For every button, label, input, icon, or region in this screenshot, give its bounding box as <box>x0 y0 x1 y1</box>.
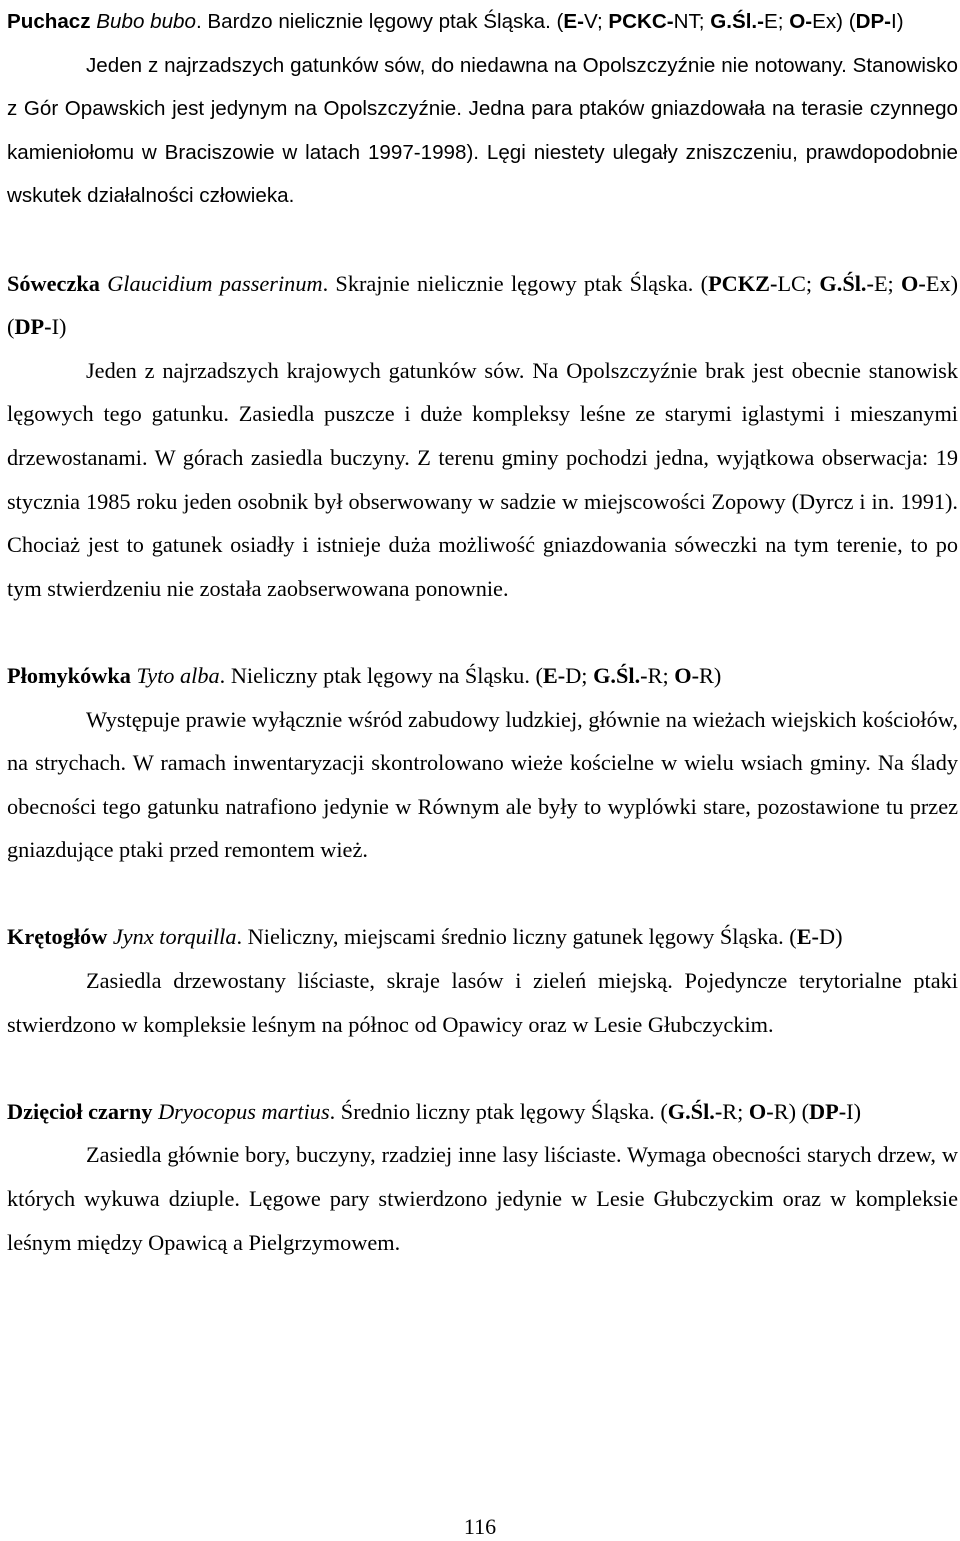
status-code: E- <box>563 10 584 33</box>
species-status: . Skrajnie nielicznie lęgowy ptak Śląska. ( <box>322 270 709 296</box>
species-name: Płomykówka <box>7 662 131 688</box>
status-code: G.Śl.- <box>667 1098 723 1124</box>
status-code: DP- <box>809 1098 847 1124</box>
species-status: . Średnio liczny ptak lęgowy Śląska. ( <box>329 1098 668 1124</box>
status-code-value: R; <box>647 662 675 688</box>
status-code: O- <box>901 270 926 296</box>
species-entry-plomykowka <box>7 654 958 872</box>
species-status: . Nieliczny ptak lęgowy na Śląsku. ( <box>219 662 543 688</box>
status-code: E- <box>542 662 566 688</box>
section-gap <box>7 610 958 654</box>
species-heading <box>7 0 958 44</box>
page-number: 116 <box>463 1514 497 1539</box>
species-latin-name: Bubo bubo <box>96 10 196 33</box>
status-code: O- <box>748 1098 774 1124</box>
status-code-value: LC; <box>777 270 820 296</box>
species-entry-soweczka <box>7 262 958 611</box>
status-code-value: I) <box>846 1098 862 1124</box>
species-name: Puchacz <box>7 10 91 33</box>
status-code-value: I) <box>891 10 904 33</box>
species-description: Zasiedla drzewostany liściaste, skraje lasów i zieleń miejską. Pojedyncze terytorialne ptaki stwierdzono w kompleksie leśnym na północ od Opawicy oraz w Lesie Głubczyckim. <box>7 968 958 1037</box>
species-latin-name: Tyto alba <box>136 662 220 688</box>
status-code: G.Śl.- <box>819 270 874 296</box>
status-code: DP- <box>855 10 892 33</box>
status-code-value: D; <box>565 662 594 688</box>
status-code-value: V; <box>583 10 609 33</box>
species-latin-name: Glaucidium passerinum <box>107 270 323 296</box>
status-code: O- <box>674 662 700 688</box>
status-code: PCKC- <box>608 10 674 33</box>
species-heading <box>7 262 958 349</box>
section-gap <box>7 1046 958 1090</box>
species-description: Występuje prawie wyłącznie wśród zabudowy ludzkiej, głównie na wieżach wiejskich kościołów, na strychach. W ramach inwentaryzacji skontrolowano wieże kościelne w wielu wsiach gminy. Na ślady obecności tego gatunku natrafiono jedynie w Równym ale były to wyplówki stare, pozostawione tu przez gniazdujące ptaki przed remontem wież. <box>7 706 958 863</box>
status-code: G.Śl.- <box>593 662 648 688</box>
document-page <box>7 0 958 1264</box>
status-code-value: NT; <box>673 10 711 33</box>
species-heading <box>7 1090 958 1134</box>
status-code-value: Ex) ( <box>812 10 856 33</box>
status-code-value: E; <box>764 10 790 33</box>
species-latin-name: Dryocopus martius <box>158 1098 330 1124</box>
status-code: G.Śl.- <box>710 10 765 33</box>
species-description: Jeden z najrzadszych krajowych gatunków sów. Na Opolszczyźnie brak jest obecnie stanowisk lęgowych tego gatunku. Zasiedla puszcze i duże kompleksy leśne ze starymi iglastymi i mieszanymi drzewostanami. W górach zasiedla buczyny. Z terenu gminy pochodzi jedna, wyjątkowa obserwacja: 19 stycznia 1985 roku jeden osobnik był obserwowany w sadzie w miejscowości Zopowy (Dyrcz i in. 1991). Chociaż jest to gatunek osiadły i istnieje duża możliwość gniazdowania sóweczki na tym terenie, to po tym stwierdzeniu nie została zaobserwowana ponownie. <box>7 357 958 601</box>
section-gap <box>7 872 958 916</box>
species-heading <box>7 654 958 698</box>
status-code: PCKZ- <box>708 270 778 296</box>
species-status: . Bardzo nielicznie lęgowy ptak Śląska. ( <box>195 10 564 33</box>
status-code-value: R) ( <box>773 1098 809 1124</box>
section-gap <box>7 218 958 262</box>
status-code-value: I) <box>51 314 67 340</box>
species-description: Jeden z najrzadszych gatunków sów, do niedawna na Opolszczyźnie nie notowany. Stanowisko z Gór Opawskich jest jedynym na Opolszczyźnie. Jedna para ptaków gniazdowała na terasie czynnego kamieniołomu w Braciszowie w latach 1997-1998). Lęgi niestety ulegały zniszczeniu, prawdopodobnie wskutek działalności człowieka. <box>7 53 958 208</box>
status-code: O- <box>789 10 813 33</box>
species-status: . Nieliczny, miejscami średnio liczny gatunek lęgowy Śląska. ( <box>236 924 797 950</box>
species-name: Dzięcioł czarny <box>7 1098 153 1124</box>
status-code-value: R) <box>699 662 722 688</box>
status-code-value: Ex) ( <box>7 270 959 340</box>
species-name: Krętogłów <box>7 924 108 950</box>
species-entry-kretoglow <box>7 915 958 1046</box>
status-code-value: E; <box>873 270 902 296</box>
status-code-value: D) <box>818 924 843 950</box>
species-name: Sóweczka <box>7 270 100 296</box>
status-code: DP- <box>14 314 52 340</box>
species-description: Zasiedla głównie bory, buczyny, rzadziej inne lasy liściaste. Wymaga obecności starych drzew, w których wykuwa dziuple. Lęgowe pary stwierdzono jedynie w Lesie Głubczyckim oraz w kompleksie leśnym między Opawicą a Pielgrzymowem. <box>7 1142 958 1255</box>
species-entry-dzieciol-czarny <box>7 1090 958 1264</box>
species-entry-puchacz <box>7 0 958 218</box>
species-heading <box>7 915 958 959</box>
status-code: E- <box>796 924 819 950</box>
species-latin-name: Jynx torquilla <box>112 924 237 950</box>
status-code-value: R; <box>722 1098 749 1124</box>
